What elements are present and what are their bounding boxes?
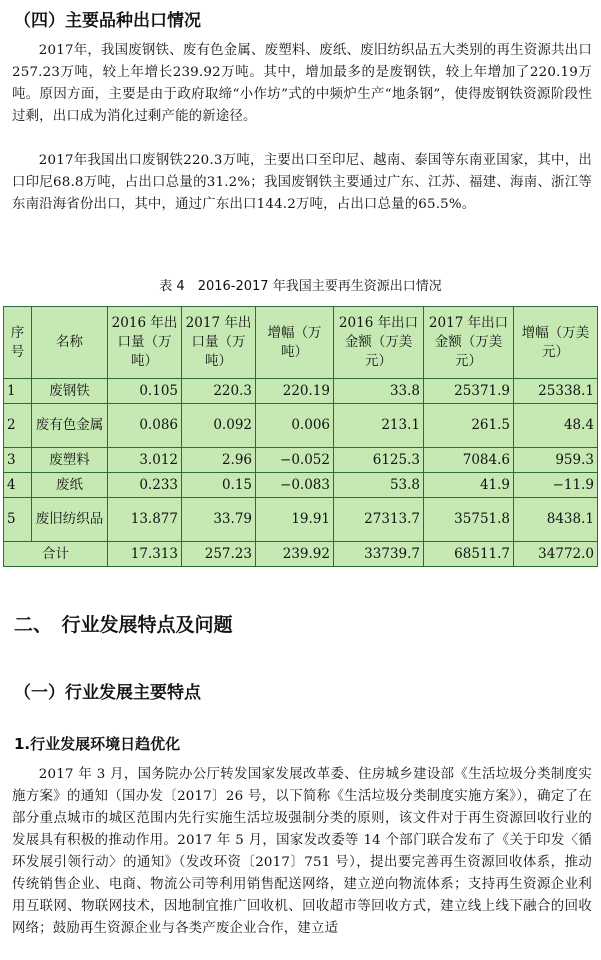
cell: 17.313 bbox=[108, 542, 182, 567]
cell: 48.4 bbox=[514, 404, 598, 448]
table-header-row bbox=[4, 307, 598, 379]
cell: 25371.9 bbox=[424, 379, 514, 404]
subsection-heading: （一）行业发展主要特点 bbox=[14, 683, 201, 703]
table-row bbox=[4, 498, 598, 542]
cell: 13.877 bbox=[108, 498, 182, 542]
cell: 5 bbox=[4, 498, 32, 542]
cell: 0.092 bbox=[182, 404, 256, 448]
cell: 6125.3 bbox=[334, 448, 424, 473]
chapter-heading: 二、 行业发展特点及问题 bbox=[14, 614, 233, 636]
header-cell: 2017 年出口量（万吨） bbox=[182, 307, 256, 379]
header-cell: 序号 bbox=[4, 307, 32, 379]
cell: 220.19 bbox=[256, 379, 334, 404]
cell: 53.8 bbox=[334, 473, 424, 498]
cell: 27313.7 bbox=[334, 498, 424, 542]
cell: −0.083 bbox=[256, 473, 334, 498]
table-total-row bbox=[4, 542, 598, 567]
cell: 废纸 bbox=[32, 473, 108, 498]
cell: 废钢铁 bbox=[32, 379, 108, 404]
subsubsection-heading: 1.行业发展环境日趋优化 bbox=[14, 735, 181, 753]
header-cell: 名称 bbox=[32, 307, 108, 379]
cell: −11.9 bbox=[514, 473, 598, 498]
cell: 0.15 bbox=[182, 473, 256, 498]
table-row bbox=[4, 379, 598, 404]
export-table bbox=[3, 306, 598, 567]
header-cell: 增幅（万吨） bbox=[256, 307, 334, 379]
cell: 261.5 bbox=[424, 404, 514, 448]
header-cell: 2017 年出口金额（万美元） bbox=[424, 307, 514, 379]
cell: −0.052 bbox=[256, 448, 334, 473]
header-cell: 增幅（万美元） bbox=[514, 307, 598, 379]
cell: 2 bbox=[4, 404, 32, 448]
table-row bbox=[4, 404, 598, 448]
cell: 3 bbox=[4, 448, 32, 473]
cell: 0.006 bbox=[256, 404, 334, 448]
cell: 7084.6 bbox=[424, 448, 514, 473]
paragraph-export-overview: 2017年，我国废钢铁、废有色金属、废塑料、废纸、废旧纺织品五大类别的再生资源共出口257.23万吨，较上年增长239.92万吨。其中，增加最多的是废钢铁，较上年增加了220.19万吨。原因方面，主要是由于政府取缔“小作坊”式的中频炉生产“地条钢”，使得废钢铁资源阶段性过剩，出口成为消化过剩产能的新途径。 bbox=[12, 43, 592, 124]
cell: 废旧纺织品 bbox=[32, 498, 108, 542]
table-row bbox=[4, 448, 598, 473]
cell: 废有色金属 bbox=[32, 404, 108, 448]
cell: 33.8 bbox=[334, 379, 424, 404]
header-cell: 2016 年出口金额（万美元） bbox=[334, 307, 424, 379]
cell: 959.3 bbox=[514, 448, 598, 473]
cell: 废塑料 bbox=[32, 448, 108, 473]
paragraph-scrap-steel-export: 2017年我国出口废钢铁220.3万吨，主要出口至印尼、越南、泰国等东南亚国家，其中，出口印尼68.8万吨，占出口总量的31.2%；我国废钢铁主要通过广东、江苏、福建、海南、浙江等东南沿海省份出口，其中，通过广东出口144.2万吨，占出口总量的65.5%。 bbox=[12, 153, 592, 212]
cell: 213.1 bbox=[334, 404, 424, 448]
cell: 2.96 bbox=[182, 448, 256, 473]
header-cell: 2016 年出口量（万吨） bbox=[108, 307, 182, 379]
cell: 239.92 bbox=[256, 542, 334, 567]
table-caption: 表 4 2016-2017 年我国主要再生资源出口情况 bbox=[159, 279, 442, 294]
total-label: 合计 bbox=[4, 542, 108, 567]
cell: 68511.7 bbox=[424, 542, 514, 567]
cell: 33.79 bbox=[182, 498, 256, 542]
cell: 0.086 bbox=[108, 404, 182, 448]
cell: 1 bbox=[4, 379, 32, 404]
cell: 0.233 bbox=[108, 473, 182, 498]
cell: 25338.1 bbox=[514, 379, 598, 404]
cell: 34772.0 bbox=[514, 542, 598, 567]
cell: 257.23 bbox=[182, 542, 256, 567]
cell: 220.3 bbox=[182, 379, 256, 404]
cell: 4 bbox=[4, 473, 32, 498]
cell: 3.012 bbox=[108, 448, 182, 473]
cell: 33739.7 bbox=[334, 542, 424, 567]
section-heading-export-by-category: （四）主要品种出口情况 bbox=[14, 11, 201, 31]
cell: 0.105 bbox=[108, 379, 182, 404]
paragraph-policy-environment: 2017 年 3 月，国务院办公厅转发国家发展改革委、住房城乡建设部《生活垃圾分类制度实施方案》的通知（国办发〔2017〕26 号，以下简称《生活垃圾分类制度实施方案》），确定了在部分重点城市的城区范围内先行实施生活垃圾强制分类的原则，该文件对于再生资源回收行业的发展具有积极的推动作用。2017 年 5 月，国家发改委等 14 个部门联合发布了《关于印发〈循环发展引领行动〉的通知》（发改环资〔2017〕751 号），提出要完善再生资源回收体系，推动传统销售企业、电商、物流公司等利用销售配送网络，建立逆向物流体系；支持再生资源企业利用互联网、物联网技术，因地制宜推广回收机、回收超市等回收方式，建立线上线下融合的回收网络；鼓励再生资源企业与各类产废企业合作，建立适 bbox=[12, 767, 592, 936]
cell: 19.91 bbox=[256, 498, 334, 542]
cell: 41.9 bbox=[424, 473, 514, 498]
cell: 35751.8 bbox=[424, 498, 514, 542]
cell: 8438.1 bbox=[514, 498, 598, 542]
table-row bbox=[4, 473, 598, 498]
